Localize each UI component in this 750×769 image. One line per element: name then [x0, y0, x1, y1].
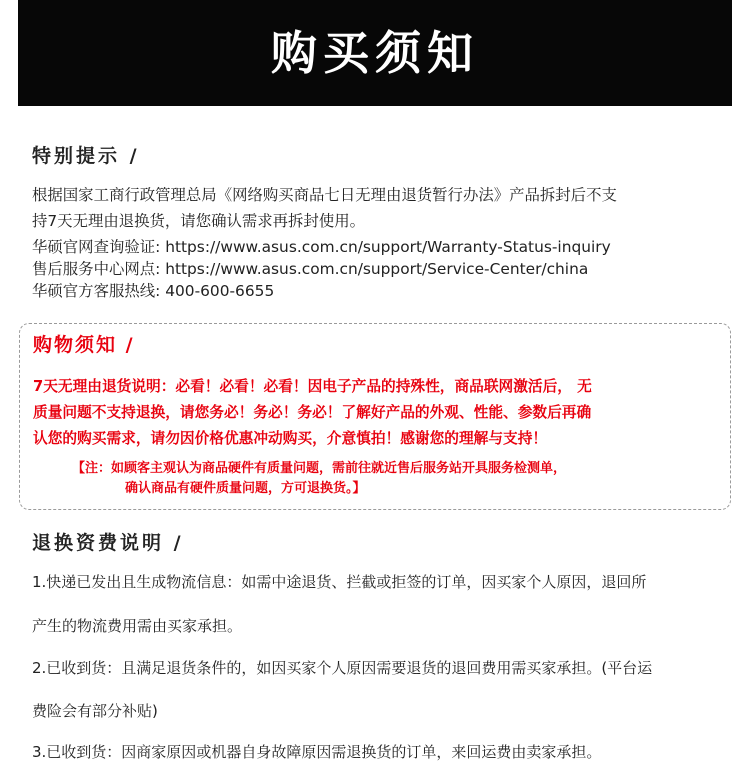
warranty-check-line: 华硕官网查询验证: https://www.asus.com.cn/support/Warranty-Status-inquiry — [32, 238, 611, 256]
special-notice-line-1: 根据国家工商行政管理总局《网络购买商品七日无理由退货暂行办法》产品拆封后不支 — [32, 186, 617, 204]
purchase-notice-line-1: 7天无理由退货说明：必看！必看！必看！因电子产品的持殊性，商品联网激活后， 无 — [33, 378, 592, 395]
return-fees-line-5: 3.已收到货：因商家原因或机器自身故障原因需退换货的订单，来回运费由卖家承担。 — [32, 743, 602, 761]
service-center-line: 售后服务中心网点: https://www.asus.com.cn/support/Service-Center/china — [32, 260, 589, 278]
title-banner — [18, 0, 732, 106]
page-title: 购买须知 — [271, 26, 479, 80]
purchase-notice-line-2: 质量问题不支持退换，请您务必！务必！务必！了解好产品的外观、性能、参数后再确 — [33, 404, 592, 421]
purchase-notice-note-2: 确认商品有硬件质量问题，方可退换货。】 — [125, 481, 366, 496]
special-notice-heading: 特别提示 / — [32, 145, 140, 167]
return-fees-line-2: 产生的物流费用需由买家承担。 — [32, 617, 243, 635]
hotline-line: 华硕官方客服热线: 400-600-6655 — [32, 282, 275, 300]
purchase-notice-note-1: 【注：如顾客主观认为商品硬件有质量问题，需前往就近售后服务站开具服务检测单， — [72, 461, 567, 476]
return-fees-heading: 退换资费说明 / — [32, 532, 184, 554]
purchase-notice-line-3: 认您的购买需求，请勿因价格优惠冲动购买，介意慎拍！感谢您的理解与支持！ — [33, 430, 548, 447]
return-fees-line-3: 2.已收到货：且满足退货条件的，如因买家个人原因需要退货的退回费用需买家承担。(平台运 — [32, 659, 653, 677]
return-fees-line-4: 费险会有部分补贴) — [32, 702, 158, 720]
return-fees-line-1: 1.快递已发出且生成物流信息：如需中途退货、拦截或拒签的订单，因买家个人原因，退回所 — [32, 573, 647, 591]
purchase-notice-box — [19, 323, 731, 510]
purchase-notice-heading: 购物须知 / — [33, 334, 135, 356]
special-notice-line-2: 持7天无理由退换货，请您确认需求再拆封使用。 — [32, 212, 365, 230]
